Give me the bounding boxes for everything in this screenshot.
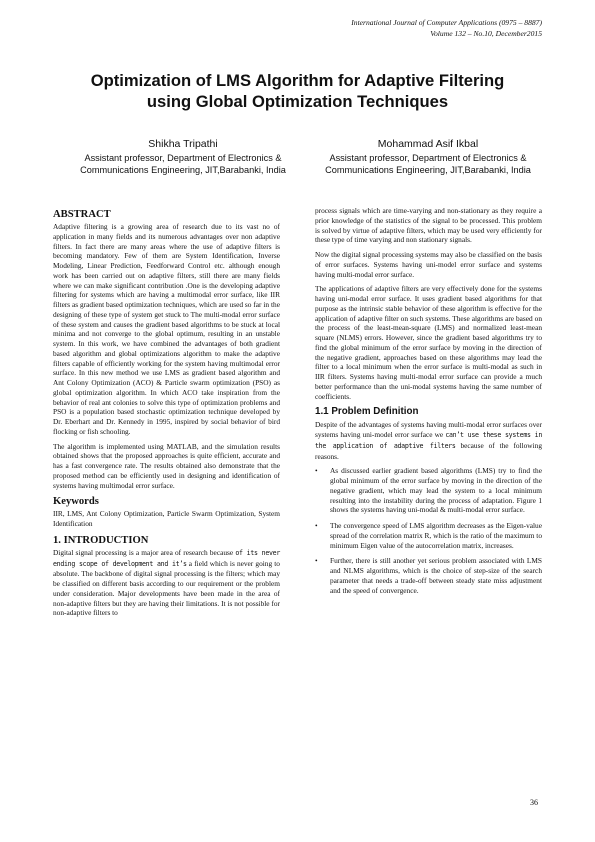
introduction-text-end: a field which is never going to absolute. The backbone of digital signal processing is the filters; which may be classified on different basis according to our requirement or the problem under consideration. Major developments have been made in the area of non-adaptive filters but they are having their limitations. It is not possible for non-adaptive filters to	[53, 558, 280, 618]
paper-title	[40, 70, 555, 112]
keywords-heading: Keywords	[53, 496, 99, 508]
keywords-text: IIR, LMS, Ant Colony Optimization, Particle Swarm Optimization, System Identification	[53, 509, 280, 528]
handwritten-style-text: of its never ending scope of development and it’s	[53, 548, 281, 568]
abstract-heading: ABSTRACT	[53, 209, 111, 220]
list-item	[315, 556, 542, 595]
list-item-text: The convergence speed of LMS algorithm decreases as the Eigen-value spread of the correlation matrix R, which is the ratio of the maximum to minimum Eigen value of the autocorrelation matrix, increases.	[330, 521, 542, 550]
problem-definition-paragraph	[315, 420, 542, 461]
page-number: 36	[530, 798, 538, 807]
author-affiliation-line-1: Assistant professor, Department of Electronics &	[84, 153, 282, 163]
handwritten-style-text: can’t use these systems in the application of adaptive filters	[315, 431, 542, 450]
left-column	[53, 206, 280, 623]
author-affiliation-line-2: Communications Engineering, JIT,Barabanki, India	[325, 164, 531, 175]
bullet-icon: •	[315, 466, 318, 476]
abstract-paragraph-1: Adaptive filtering is a growing area of research due to its vast no of application in many fields and its numerous advantages over non adaptive filters. In fact there are many areas where the use of adaptive filters is becoming mandatory. Few of them are System Identification, Inverse Modeling, Linear Prediction, Feedforward Control etc. although enough work has been carried out on adaptive filters, still there are many fields where we can make significant contribution .One is the developing adaptive filtering for systems which are having a multimodal error surface, like IIR filters as gradient based optimization techniques, which are used so far in the designing of these type of system get stuck to The multi-modal error surface of these system and causes the gradient based algorithms to be stuck at local minima and not converge to the global optimum, resulting in an unstable system. In this work, we have combined the advantages of both gradient based algorithm and global optimizations algorithm to make the adaptive filters capable of efficiently working for the system having multimodal error surface. In this new method we use LMS as gradient based algorithm and Ant Colony Optimization (ACO) & Particle swarm optimization (PSO) as global optimization algorithm. In which ACO take inspiration from the behavior of real ant colonies to solve this type of optimization problems and PSO is a population based stochastic optimization technique developed by Dr. Eberhart and Dr. Kennedy in 1995, inspired by social behavior of bird flocking or fish schooling.	[53, 222, 280, 436]
problem-text-start: Despite of the advantages of systems having multi-modal error surfaces over systems having uni-model error surface we	[315, 420, 542, 439]
bullet-icon: •	[315, 556, 318, 566]
problem-text-end: because of the following reasons.	[315, 440, 542, 461]
author-affiliation-line-1: Assistant professor, Department of Electronics &	[329, 153, 527, 163]
journal-header	[351, 17, 542, 39]
author-name: Mohammad Asif Ikbal	[377, 138, 479, 150]
introduction-paragraph-2: Now the digital signal processing systems may also be classified on the basis of error surfaces. Systems having uni-model error surface and systems having multi-modal error surface.	[315, 250, 542, 279]
journal-name: International Journal of Computer Applications (0975 – 8887)	[351, 18, 542, 27]
introduction-paragraph-3: The applications of adaptive filters are very effectively done for the systems having uni-modal error surface. It uses gradient based algorithms for that purpose as the intrinsic stable behavior of these algorithm is effective for the application of adaptive filter on such systems. These algorithms are based on the process of the least-mean-square (LMS) and normalized least-mean square (NLMS) errors. However, since the gradient based algorithms try to find the global minimum of the error surface by moving in the direction of the negative gradient, approaches based on these algorithms may lead the filter to a local minimum when the error surface is multi-modal as such in IIR filters. Systems having multi-modal error surface can provide a much better performance than the uni-modal systems having the same number of coefficients.	[315, 284, 542, 401]
introduction-heading: 1. INTRODUCTION	[53, 534, 149, 546]
author-block-1	[58, 138, 308, 176]
introduction-paragraph-1	[53, 548, 280, 618]
introduction-paragraph-1-continued: process signals which are time-varying and non-stationary as they require a prior knowledge of the statistics of the signal to be processed. This problem is solved by virtue of adaptive filters, which may be used very efficiently for these type of time varying and non stationary signals.	[315, 206, 542, 245]
journal-volume: Volume 132 – No.10, December2015	[430, 29, 542, 38]
author-affiliation-line-2: Communications Engineering, JIT,Barabanki, India	[80, 164, 286, 175]
bullet-icon: •	[315, 521, 318, 530]
list-item	[315, 521, 542, 550]
abstract-paragraph-2: The algorithm is implemented using MATLAB, and the simulation results obtained shows that the proposed approaches is quite efficient, accurate and has a fast convergence rate. The results obtained also demonstrate that the proposed method can be efficiently used in designing and identification of systems having multimodal error surface.	[53, 441, 280, 490]
paper-title-line-2: using Global Optimization Techniques	[146, 92, 449, 111]
problem-definition-heading: 1.1 Problem Definition	[315, 406, 419, 418]
author-block-2	[303, 138, 553, 176]
paper-title-line-1: Optimization of LMS Algorithm for Adaptive Filtering	[90, 71, 505, 90]
author-name: Shikha Tripathi	[148, 138, 218, 150]
list-item	[315, 466, 542, 515]
introduction-text-start: Digital signal processing is a major area of research because	[53, 547, 234, 557]
list-item-text: As discussed earlier gradient based algorithms (LMS) try to find the global minimum of the error surface by moving in the direction of the negative gradient, which may lead the system to a local minimum resulting into the instability during the process of adaptation. Figure 1 shows the systems having uni-modal & multi-modal error surface.	[330, 466, 542, 515]
list-item-text: Further, there is still another yet serious problem associated with LMS and NLMS algorithms, which is the choice of step-size of the search parameter that needs a trade-off between steady state miss adjustment and the speed of convergence.	[330, 556, 542, 595]
problem-bullet-list	[315, 466, 542, 595]
right-column	[315, 206, 542, 601]
